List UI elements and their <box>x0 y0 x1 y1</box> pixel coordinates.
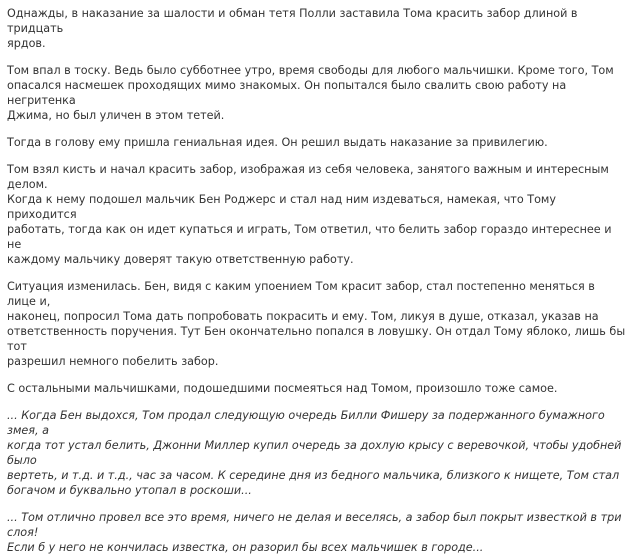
paragraph-3 <box>7 135 626 150</box>
quote-paragraph-2 <box>7 510 626 555</box>
text-line: Джима, но был уличен в этом тетей. <box>7 109 225 122</box>
text-line: ... Когда Бен выдохся, Том продал следующую очередь Билли Фишеру за подержанного бумажного змея, а <box>7 409 605 437</box>
text-line: С остальными мальчишками, подошедшими посмеяться над Томом, произошло тоже самое. <box>7 382 558 395</box>
text-line: работать, тогда как он идет купаться и играть, Том ответил, что белить забор гораздо интереснее и не <box>7 223 612 251</box>
text-line: разрешил немного побелить забор. <box>7 355 219 368</box>
text-line: каждому мальчику доверят такую ответственную работу. <box>7 253 354 266</box>
text-line: вертеть, и т.д. и т.д., час за часом. К середине дня из бедного мальчика, близкого к нищете, Том стал <box>7 469 620 482</box>
paragraph-1 <box>7 6 626 51</box>
text-line: Ситуация изменилась. Бен, видя с каким упоением Том красит забор, стал постепенно меняться в лице и, <box>7 280 595 308</box>
text-line: ярдов. <box>7 37 46 50</box>
text-line: ... Том отлично провел все это время, ничего не делая и веселясь, а забор был покрыт известкой в три слоя! <box>7 511 622 539</box>
text-line: Том впал в тоску. Ведь было субботнее утро, время свободы для любого мальчишки. Кроме того, Том <box>7 64 614 77</box>
text-line: богачом и буквально утопал в роскоши... <box>7 484 252 497</box>
paragraph-6 <box>7 381 626 396</box>
text-line: наконец, попросил Тома дать попробовать покрасить и ему. Том, ликуя в душе, отказал, указав на <box>7 310 599 323</box>
text-line: Однажды, в наказание за шалости и обман тетя Полли заставила Тома красить забор длиной в тридцать <box>7 7 578 35</box>
text-line: когда тот устал белить, Джонни Миллер купил очередь за дохлую крысу с веревочкой, чтобы удобней было <box>7 439 622 467</box>
text-line: Тогда в голову ему пришла гениальная идея. Он решил выдать наказание за привилегию. <box>7 136 548 149</box>
quote-paragraph-1 <box>7 408 626 498</box>
text-line: опасался насмешек проходящих мимо знакомых. Он попытался было свалить свою работу на негритенка <box>7 79 567 107</box>
text-line: Если б у него не кончилась известка, он разорил бы всех мальчишек в городе... <box>7 541 484 554</box>
paragraph-5 <box>7 279 626 369</box>
text-line: ответственность поручения. Тут Бен окончательно попался в ловушку. Он отдал Тому яблоко, лишь бы тот <box>7 325 626 353</box>
paragraph-4 <box>7 162 626 267</box>
paragraph-2 <box>7 63 626 123</box>
text-line: Когда к нему подошел мальчик Бен Роджерс и стал над ним издеваться, намекая, что Тому приходится <box>7 193 556 221</box>
text-line: Том взял кисть и начал красить забор, изображая из себя человека, занятого важным и интересным делом. <box>7 163 609 191</box>
